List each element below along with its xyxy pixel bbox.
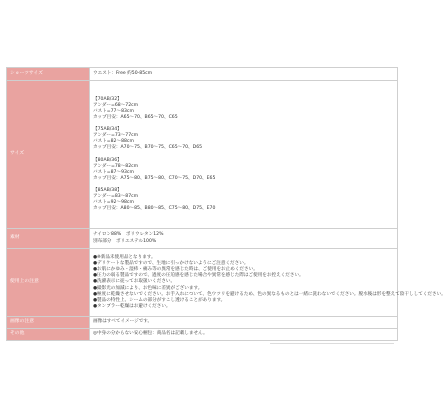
row-label-material: 素材 — [7, 229, 90, 249]
row-shorts-size — [7, 68, 398, 81]
size-title: 【70AB/32】 — [93, 97, 122, 102]
note-line: ●デリケートな製品ですので、生地に引っかけないようにご注意ください。 — [93, 261, 249, 267]
size-bust: バスト=92～98cm — [93, 199, 134, 205]
row-image-notice — [7, 317, 398, 329]
usage-notes-value — [90, 249, 446, 317]
size-title: 【80AB/36】 — [93, 157, 122, 163]
note-line: ●撮影光の加減により、お色味に差異がございます。 — [93, 285, 203, 291]
size-under: アンダー=68～72cm — [93, 103, 139, 109]
material-value — [90, 229, 398, 249]
note-line: ●お肌にかゆみ・湿疹・痛み等の異常を感じた時は、ご使用をお止めください。 — [93, 267, 258, 273]
size-cups: カップ目安：A75～80、B75～80、C70～75、D70、E65 — [93, 175, 216, 181]
size-block-80ab — [93, 158, 394, 182]
size-block-85ab — [93, 188, 394, 212]
note-line: ●洗濯表示に従ってお取扱いください。 — [93, 279, 176, 285]
row-label-other: その他 — [7, 329, 90, 341]
row-usage-notes — [7, 249, 398, 317]
size-bust: バスト=87～93cm — [93, 169, 134, 175]
row-other — [7, 329, 398, 341]
size-bust: バスト=82～88cm — [93, 139, 134, 145]
size-cups: カップ目安：A70～75、B70～75、C65～70、D65 — [93, 145, 203, 151]
size-title: 【75AB/34】 — [93, 127, 122, 133]
size-under: アンダー=73～77cm — [93, 133, 139, 139]
size-under: アンダー=83～87cm — [93, 193, 139, 199]
image-notice-value: 画像はすべてイメージです。 — [90, 317, 398, 329]
size-cups: カップ目安：A65～70、B65～70、C65 — [93, 115, 178, 121]
row-label-size: サイズ — [7, 81, 90, 229]
spec-table — [6, 67, 446, 341]
row-label-usage-notes: 使用上の注意 — [7, 249, 90, 317]
row-label-shorts-size: ショーツサイズ — [7, 68, 90, 81]
size-under: アンダー=78～82cm — [93, 163, 139, 169]
note-line: ●製品の特性上、シームの部分がすこし透けることがあります。 — [93, 297, 226, 303]
note-line: ●圧力の弱る製品ですので、過度の圧迫感を感じた場合や異常を感じた際はご使用をお控えください。 — [93, 273, 304, 279]
material-line: 別布部分 ポリエステル100% — [93, 238, 157, 244]
note-line: ●タンブラー乾燥はお避けください。 — [93, 303, 171, 309]
size-cups: カップ目安：A80～85、B80～85、C75～80、D75、E70 — [93, 205, 216, 211]
size-title: 【85AB/38】 — [93, 187, 122, 193]
material-line: ナイロン88% ポリウレタン12% — [93, 232, 164, 238]
row-material — [7, 229, 398, 249]
other-value: ◎中身の分からない安心梱包：商品名は記載しません。 — [90, 329, 398, 341]
row-label-image-notice: 画像の注意 — [7, 317, 90, 329]
size-block-70ab — [93, 97, 394, 121]
size-block-75ab — [93, 127, 394, 151]
note-line: ●極度に乾燥させないでください。お手入れについて、色ウツリを避けるため、色の異なるものとは一緒に洗わないでください。脱水後は形を整えて陰干ししてください。 — [93, 291, 446, 297]
row-size — [7, 81, 398, 229]
shorts-size-value: ウエスト：Free 約50-85cm — [90, 68, 398, 81]
size-bust: バスト=77～83cm — [93, 109, 134, 115]
divider — [270, 343, 394, 344]
note-line: ●※新品未使用品となります。 — [93, 255, 156, 261]
size-value — [90, 81, 398, 229]
